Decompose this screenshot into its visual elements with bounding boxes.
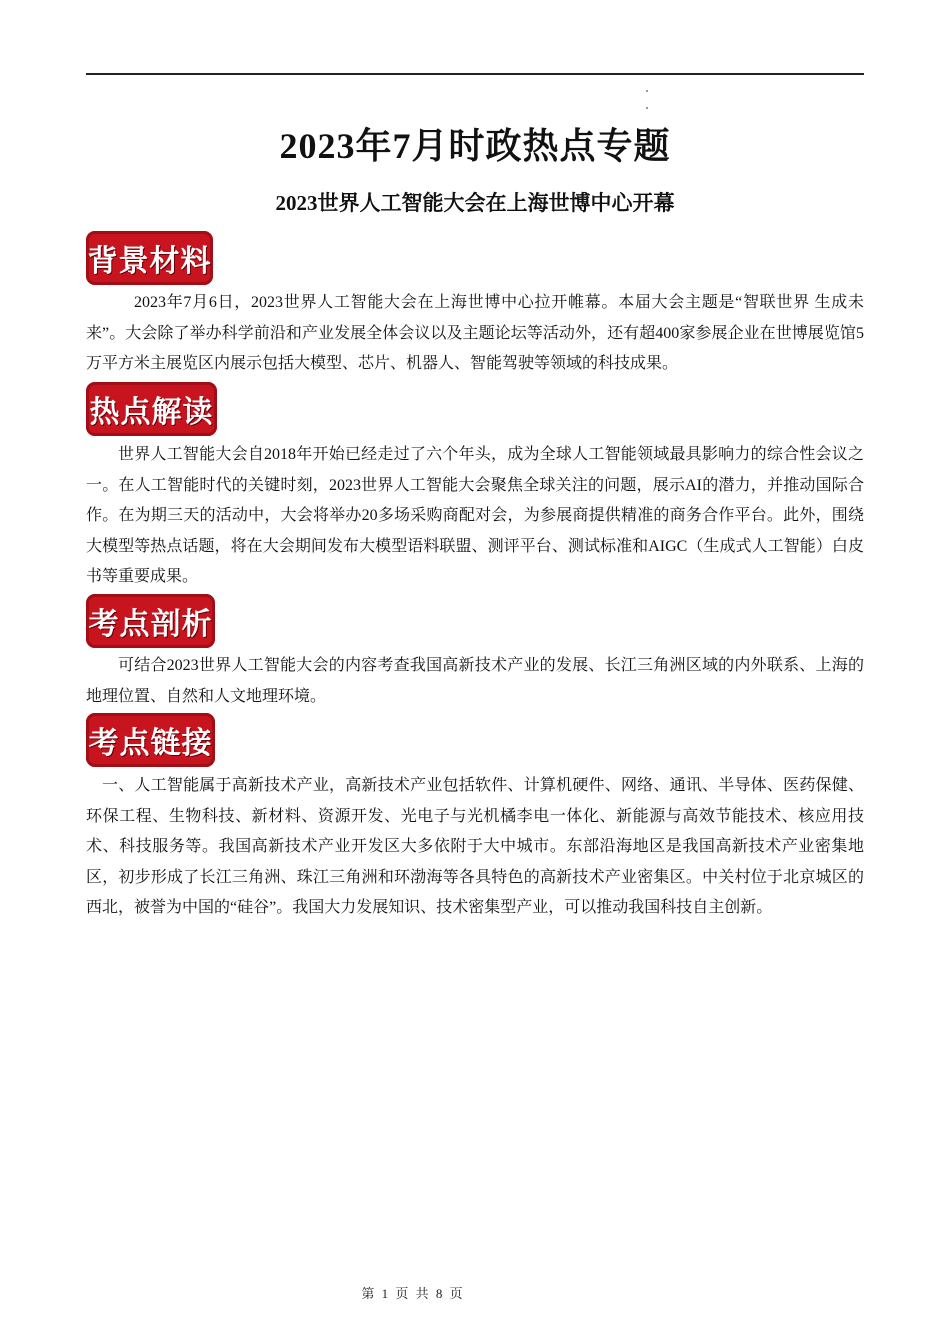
speck-mark — [646, 90, 648, 92]
page-number: 第 1 页 共 8 页 — [361, 1286, 465, 1301]
section-badge-links: 考点链接 — [86, 713, 215, 767]
page-subtitle: 2023世界人工智能大会在上海世博中心开幕 — [275, 191, 675, 215]
section-text-background: 2023年7月6日，2023世界人工智能大会在上海世博中心拉开帷幕。本届大会主题是“智联世界 生成未来”。大会除了举办科学前沿和产业发展全体会议以及主题论坛等活动外，还有超400家参展企业在世博展览馆5万平方米主展览区内展示包括大模型、芯片、机器人、智能驾驶等领域的科技成果。 — [86, 294, 864, 372]
section-badge-background: 背景材料 — [86, 231, 213, 285]
section-badge-analysis: 考点剖析 — [86, 594, 215, 648]
header-rule — [86, 73, 864, 75]
page-title: 2023年7月时政热点专题 — [279, 126, 671, 166]
speck-mark — [646, 107, 648, 109]
section-text-links: 一、人工智能属于高新技术产业，高新技术产业包括软件、计算机硬件、网络、通讯、半导体、医药保健、环保工程、生物科技、新材料、资源开发、光电子与光机橘李电一体化、新能源与高效节能技术、核应用技术、科技服务等。我国高新技术产业开发区大多依附于大中城市。东部沿海地区是我国高新技术产业密集地区，初步形成了长江三角洲、珠江三角洲和环渤海等各具特色的高新技术产业密集区。中关村位于北京城区的西北，被誉为中国的“硅谷”。我国大力发展知识、技术密集型产业，可以推动我国科技自主创新。 — [86, 777, 864, 916]
section-text-analysis: 可结合2023世界人工智能大会的内容考查我国高新技术产业的发展、长江三角洲区域的内外联系、上海的地理位置、自然和人文地理环境。 — [86, 657, 864, 705]
section-text-interpretation: 世界人工智能大会自2018年开始已经走过了六个年头，成为全球人工智能领域最具影响力的综合性会议之一。在人工智能时代的关键时刻，2023世界人工智能大会聚焦全球关注的问题，展示AI的潜力，并推动国际合作。在为期三天的活动中，大会将举办20多场采购商配对会，为参展商提供精准的商务合作平台。此外，围绕大模型等热点话题，将在大会期间发布大模型语料联盟、测评平台、测试标准和AIGC（生成式人工智能）白皮书等重要成果。 — [86, 446, 864, 585]
section-badge-interpretation: 热点解读 — [86, 382, 217, 436]
